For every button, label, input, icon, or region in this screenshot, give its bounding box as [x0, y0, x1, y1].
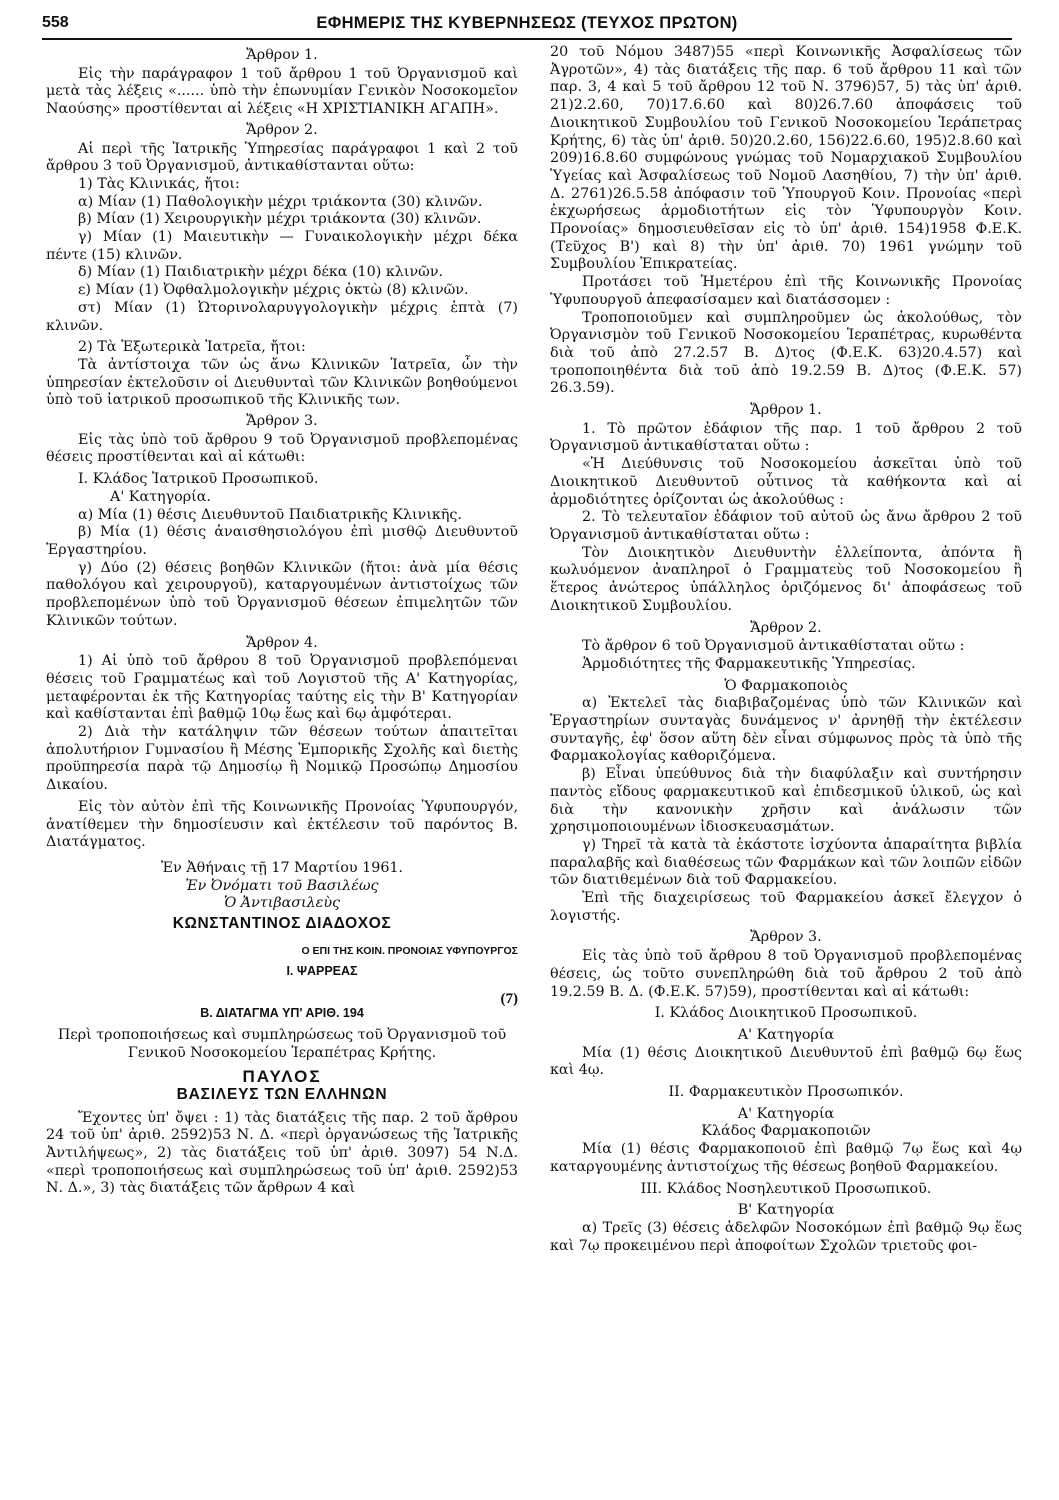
article-text: Εἰς τὴν παράγραφον 1 τοῦ ἄρθρου 1 τοῦ Ὀργανισμοῦ καὶ μετὰ τὰς λέξεις «...... ὑπὸ τὴν ἐπωνυμίαν Γενικὸν Νοσοκομεῖον Ναούσης» προστίθενται αἱ λέξεις «Η ΧΡΙΣΤΙΑΝΙΚΗ ΑΓΑΠΗ».: [46, 65, 518, 118]
decree-number-text: Β. ΔΙΑΤΑΓΜΑ ΥΠ' ΑΡΙΘ. 194: [200, 1006, 364, 1021]
article-text: 1. Τὸ πρῶτον ἐδάφιον τῆς παρ. 1 τοῦ ἄρθρου 2 τοῦ Ὀργανισμοῦ ἀντικαθίσταται οὕτω :: [550, 420, 1022, 455]
signatory-name: ΚΩΝΣΤΑΝΤΙΝΟΣ ΔΙΑΔΟΧΟΣ: [172, 915, 392, 933]
preamble-text: Ἔχοντες ὑπ' ὄψει : 1) τὰς διατάξεις τῆς παρ. 2 τοῦ ἄρθρου 24 τοῦ ὑπ' ἀριθ. 2592)53 Ν. Δ. «περὶ ὀργανώσεως τῆς Ἰατρικῆς Ἀντιλήψεως», 2) τὰς διατάξεις τοῦ ὑπ' ἀριθ. 3097) 54 Ν.Δ. «περὶ τροποποιήσεως καὶ συμπληρώσεως τοῦ ὑπ' ἀριθ. 2592)53 Ν. Δ.», 3) τὰς διατάξεις τῶν ἄρθρων 4 καὶ: [46, 1109, 518, 1197]
in-name-of-king: Ἐν Ὀνόματι τοῦ Βασιλέως: [185, 877, 379, 894]
proposal-text: Προτάσει τοῦ Ἡμετέρου ἐπὶ τῆς Κοινωνικῆς Προνοίας Ὑφυπουργοῦ ἀπεφασίσαμεν καὶ διατάσσομεν :: [550, 274, 1022, 308]
list-item: γ) Τηρεῖ τὰ κατὰ τὰ ἑκάστοτε ἰσχύοντα ἀπαραίτητα βιβλία παραλαβῆς καὶ διαθέσεως τῶν Φαρμάκων καὶ τῶν λοιπῶν εἰδῶν τῶν διατιθεμένων διὰ τοῦ Φαρμακείου.: [550, 836, 1022, 889]
list-item: α) Τρεῖς (3) θέσεις ἀδελφῶν Νοσοκόμων ἐπὶ βαθμῷ 9ῳ ἕως καὶ 7ῳ προκειμένου περὶ ἀποφοίτων Σχολῶν τριετοῦς φοι-: [550, 1220, 1022, 1254]
article-heading: Ἄρθρον 4.: [246, 634, 318, 651]
list-item: β) Μία (1) θέσις ἀναισθησιολόγου ἐπὶ μισθῷ Διευθυντοῦ Ἐργαστηρίου.: [46, 524, 518, 558]
list-item: ε) Μίαν (1) Ὀφθαλμολογικὴν μέχρις ὀκτὼ (8) κλινῶν.: [78, 282, 469, 299]
list-item: γ) Δύο (2) θέσεις βοηθῶν Κλινικῶν (ἤτοι: ἀνὰ μία θέσις παθολόγου καὶ χειρουργοῦ), καταργουμένων ἀντιστοίχως τῶν προβλεπομένων ὑπὸ τοῦ Ὀργανισμοῦ θέσεων ἐπιμελητῶν τῶν Κλινικῶν τούτων.: [46, 559, 518, 629]
list-item: Μία (1) θέσις Διοικητικοῦ Διευθυντοῦ ἐπὶ βαθμῷ 6ῳ ἕως καὶ 4ῳ.: [550, 1044, 1022, 1079]
category-title: Α' Κατηγορία: [737, 1105, 835, 1122]
article-heading: Ἄρθρον 1.: [750, 402, 822, 419]
article-heading: Ἄρθρον 2.: [246, 121, 318, 138]
article-text: 1) Αἱ ὑπὸ τοῦ ἄρθρου 8 τοῦ Ὀργανισμοῦ προβλεπόμεναι θέσεις τοῦ Γραμματέως καὶ τοῦ Λογιστοῦ τῆς Α' Κατηγορίας, μεταφέρονται ἐκ τῆς Κατηγορίας ταύτης εἰς τὴν Β' Κατηγορίαν καὶ καθίστανται ἐπὶ βαθμῷ 10ῳ ἕως καὶ 6ῳ ἀμφότεραι.: [46, 653, 518, 723]
article-heading: Ἄρθρον 1.: [246, 47, 318, 63]
king-title: ΒΑΣΙΛΕΥΣ ΤΩΝ ΕΛΛΗΝΩΝ: [176, 1085, 388, 1103]
decree-number: [46, 991, 518, 1023]
list-item: στ) Μίαν (1) Ὠτορινολαρυγγολογικὴν μέχρις ἑπτὰ (7) κλινῶν.: [46, 299, 518, 334]
branch-title: Κλάδος Φαρμακοποιῶν: [701, 1123, 871, 1140]
article-text: Εἰς τὰς ὑπὸ τοῦ ἄρθρου 9 τοῦ Ὀργανισμοῦ προβλεπομένας θέσεις προστίθενται καὶ αἱ κάτωθι:: [46, 431, 518, 466]
minister-title: Ο ΕΠΙ ΤΗΣ ΚΟΙΝ. ΠΡΟΝΟΙΑΣ ΥΦΥΠΟΥΡΓΟΣ: [301, 944, 518, 957]
branch-title: ΙΙΙ. Κλάδος Νοσηλευτικοῦ Προσωπικοῦ.: [640, 1180, 932, 1197]
category-title: Α' Κατηγορία.: [110, 488, 211, 505]
king-name: ΠΑΥΛΟΣ: [242, 1067, 322, 1087]
branch-title: Ι. Κλάδος Διοικητικοῦ Προσωπικοῦ.: [654, 1005, 918, 1022]
left-column: [46, 44, 518, 1198]
list-item: α) Ἐκτελεῖ τὰς διαβιβαζομένας ὑπὸ τῶν Κλινικῶν καὶ Ἐργαστηρίων συνταγὰς δυνάμενος ν' ἀρνηθῇ τὴν ἐκτέλεσιν συνταγῆς, ἐφ' ὅσον αὕτη δὲν εἶναι σύμφωνος πρὸς τὰ ὑπὸ τῆς Φαρμακολογίας καθοριζόμενα.: [550, 695, 1022, 765]
list-item: Ἐπὶ τῆς διαχειρίσεως τοῦ Φαρμακείου ἀσκεῖ ἔλεγχον ὁ λογιστής.: [550, 890, 1022, 924]
decree-subject: Περὶ τροποποιήσεως καὶ συμπληρώσεως τοῦ Ὀργανισμοῦ τοῦ Γενικοῦ Νοσοκομείου Ἱεραπέτρας Κρήτης.: [57, 1026, 507, 1061]
branch-title: ΙΙ. Φαρμακευτικὸν Προσωπικόν.: [668, 1084, 904, 1101]
right-column: [550, 44, 1022, 1255]
article-text: 2. Τὸ τελευταῖον ἐδάφιον τοῦ αὐτοῦ ὡς ἄνω ἄρθρου 2 τοῦ Ὀργανισμοῦ ἀντικαθίσταται οὕτω :: [550, 509, 1022, 543]
article-text: 2) Διὰ τὴν κατάληψιν τῶν θέσεων τούτων ἀπαιτεῖται ἀπολυτήριον Γυμνασίου ἢ Μέσης Ἐμπορικῆς Σχολῆς καὶ διετὴς προϋπηρεσία παρὰ τῷ Δημοσίῳ ἢ Νομικῷ Προσώπῳ Δημοσίου Δικαίου.: [46, 724, 518, 794]
quote-text: «Ἡ Διεύθυνσις τοῦ Νοσοκομείου ἀσκεῖται ὑπὸ τοῦ Διοικητικοῦ Διευθυντοῦ οὗτινος τὰ καθήκοντα καὶ αἱ ἁρμοδιότητες ὁρίζονται ὡς ἀκολούθως :: [550, 456, 1022, 508]
list-item: α) Μία (1) θέσις Διευθυντοῦ Παιδιατρικῆς Κλινικῆς.: [78, 506, 462, 523]
article-text: Τὰ ἀντίστοιχα τῶν ὡς ἄνω Κλινικῶν Ἰατρεῖα, ὧν τὴν ὑπηρεσίαν ἐκτελοῦσιν οἱ Διευθυνταὶ τῶν Κλινικῶν βοηθούμενοι ὑπὸ τοῦ ἰατρικοῦ προσωπικοῦ τῆς Κλινικῆς των.: [46, 356, 518, 409]
list-item: Μία (1) θέσις Φαρμακοποιοῦ ἐπὶ βαθμῷ 7ῳ ἕως καὶ 4ῳ καταργουμένης ἀντιστοίχως τῆς θέσεως βοηθοῦ Φαρμακείου.: [550, 1141, 1022, 1175]
decree-tag: (7): [500, 991, 518, 1008]
list-item: α) Μίαν (1) Παθολογικὴν μέχρι τριάκοντα (30) κλινῶν.: [78, 193, 483, 210]
article-heading: Ἄρθρον 2.: [750, 619, 822, 636]
article-text: Εἰς τὰς ὑπὸ τοῦ ἄρθρου 8 τοῦ Ὀργανισμοῦ προβλεπομένας θέσεις, ὡς τοῦτο συνεπληρώθη διὰ τοῦ ἄρθρου 2 τοῦ ἀπὸ 19.2.59 Β. Δ. (Φ.Ε.Κ. 57)59), προστίθενται καὶ αἱ κάτωθι:: [550, 948, 1022, 1000]
article-heading: Ἄρθρον 3.: [750, 929, 822, 946]
list-item: β) Εἶναι ὑπεύθυνος διὰ τὴν διαφύλαξιν καὶ συντήρησιν παντὸς εἴδους φαρμακευτικοῦ καὶ ἐπιδεσμικοῦ ὑλικοῦ, ὡς καὶ διὰ τὴν κανονικὴν χρῆσιν καὶ ἀνάλωσιν τῶν χρησιμοποιουμένων ἰδιοσκευασμάτων.: [550, 766, 1022, 836]
branch-title: Ι. Κλάδος Ἰατρικοῦ Προσωπικοῦ.: [78, 471, 319, 488]
subheading: Ἁρμοδιότητες τῆς Φαρμακευτικῆς Ὑπηρεσίας.: [582, 655, 916, 672]
category-title: Β' Κατηγορία: [737, 1202, 835, 1219]
article-heading: Ἄρθρον 3.: [246, 413, 318, 430]
list-item: 2) Τὰ Ἐξωτερικὰ Ἰατρεῖα, ἤτοι:: [78, 339, 306, 356]
subheading: Ὁ Φαρμακοποιὸς: [724, 677, 848, 694]
minister-name: Ι. ΨΑΡΡΕΑΣ: [286, 964, 358, 979]
date-line: Ἐν Ἀθήναις τῇ 17 Μαρτίου 1961.: [160, 859, 404, 876]
page-header: [42, 8, 1012, 40]
category-title: Α' Κατηγορία: [737, 1026, 835, 1043]
article-text: Τὸ ἄρθρον 6 τοῦ Ὀργανισμοῦ ἀντικαθίσταται οὕτω :: [582, 638, 965, 655]
amend-text: Τροποποιοῦμεν καὶ συμπληροῦμεν ὡς ἀκολούθως, τὸν Ὀργανισμὸν τοῦ Γενικοῦ Νοσοκομείου Ἱεραπέτρας, κυρωθέντα διὰ τοῦ ἀπὸ 27.2.57 Β. Δ)τος (Φ.Ε.Κ. 63)20.4.57) καὶ τροποποιηθέντα διὰ τοῦ ἀπὸ 19.2.59 Β. Δ)τος (Φ.Ε.Κ. 57) 26.3.59).: [550, 309, 1022, 397]
journal-title: ΕΦΗΜΕΡΙΣ ΤΗΣ ΚΥΒΕΡΝΗΣΕΩΣ (ΤΕΥΧΟΣ ΠΡΩΤΟΝ): [316, 13, 738, 32]
closing-text: Εἰς τὸν αὐτὸν ἐπὶ τῆς Κοινωνικῆς Προνοίας Ὑφυπουργόν, ἀνατίθεμεν τὴν δημοσίευσιν καὶ ἐκτέλεσιν τοῦ παρόντος Β. Διατάγματος.: [46, 798, 518, 851]
list-item: γ) Μίαν (1) Μαιευτικὴν — Γυναικολογικὴν μέχρι δέκα πέντε (15) κλινῶν.: [46, 229, 518, 263]
article-text: Αἱ περὶ τῆς Ἰατρικῆς Ὑπηρεσίας παράγραφοι 1 καὶ 2 τοῦ ἄρθρου 3 τοῦ Ὀργανισμοῦ, ἀντικαθίστανται οὕτω:: [46, 140, 518, 175]
list-item: 1) Τὰς Κλινικάς, ἤτοι:: [78, 175, 240, 192]
viceroy-title: Ὁ Ἀντιβασιλεὺς: [223, 895, 341, 912]
article-text: Τὸν Διοικητικὸν Διευθυντὴν ἐλλείποντα, ἀπόντα ἢ κωλυόμενον ἀναπληροῖ ὁ Γραμματεὺς τοῦ Νοσοκομείου ἢ ἕτερος ἀνώτερος ὑπάλληλος ὁριζόμενος δι' ἀποφάσεως τοῦ Διοικητικοῦ Συμβουλίου.: [550, 544, 1022, 614]
list-item: β) Μίαν (1) Χειρουργικὴν μέχρι τριάκοντα (30) κλινῶν.: [78, 211, 482, 228]
page-number: 558: [42, 14, 69, 31]
preamble-text: 20 τοῦ Νόμου 3487)55 «περὶ Κοινωνικῆς Ἀσφαλίσεως τῶν Ἀγροτῶν», 4) τὰς διατάξεις τῆς παρ. 6 τοῦ ἄρθρου 11 καὶ τῶν παρ. 3, 4 καὶ 5 τοῦ ἄρθρου 12 τοῦ Ν. 3796)57, 5) τὰς ὑπ' ἀριθ. 21)2.2.60, 70)17.6.60 καὶ 80)26.7.60 ἀποφάσεις τοῦ Διοικητικοῦ Συμβουλίου τοῦ Γενικοῦ Νοσοκομείου Ἱεράπετρας Κρήτης, 6) τὰς ὑπ' ἀριθ. 50)20.2.60, 156)22.6.60, 195)2.8.60 καὶ 209)16.8.60 συμφώνους γνώμας τοῦ Νομαρχιακοῦ Συμβουλίου Ὑγείας καὶ Ἀσφαλίσεως τοῦ Νομοῦ Λασηθίου, 7) τὴν ὑπ' ἀριθ. Δ. 2761)26.5.58 ἀπόφασιν τοῦ Ὑπουργοῦ Κοιν. Προνοίας «περὶ ἐκχωρήσεως ἁρμοδιοτήτων εἰς τὸν Ὑφυπουργὸν Κοιν. Προνοίας» δημοσιευθεῖσαν εἰς τὸ ὑπ' ἀριθ. 154)1958 Φ.Ε.Κ. (Τεῦχος Β') καὶ 8) τὴν ὑπ' ἀριθ. 70) 1961 γνώμην τοῦ Συμβουλίου Ἐπικρατείας.: [550, 44, 1022, 273]
list-item: δ) Μίαν (1) Παιδιατρικὴν μέχρι δέκα (10) κλινῶν.: [78, 264, 444, 281]
